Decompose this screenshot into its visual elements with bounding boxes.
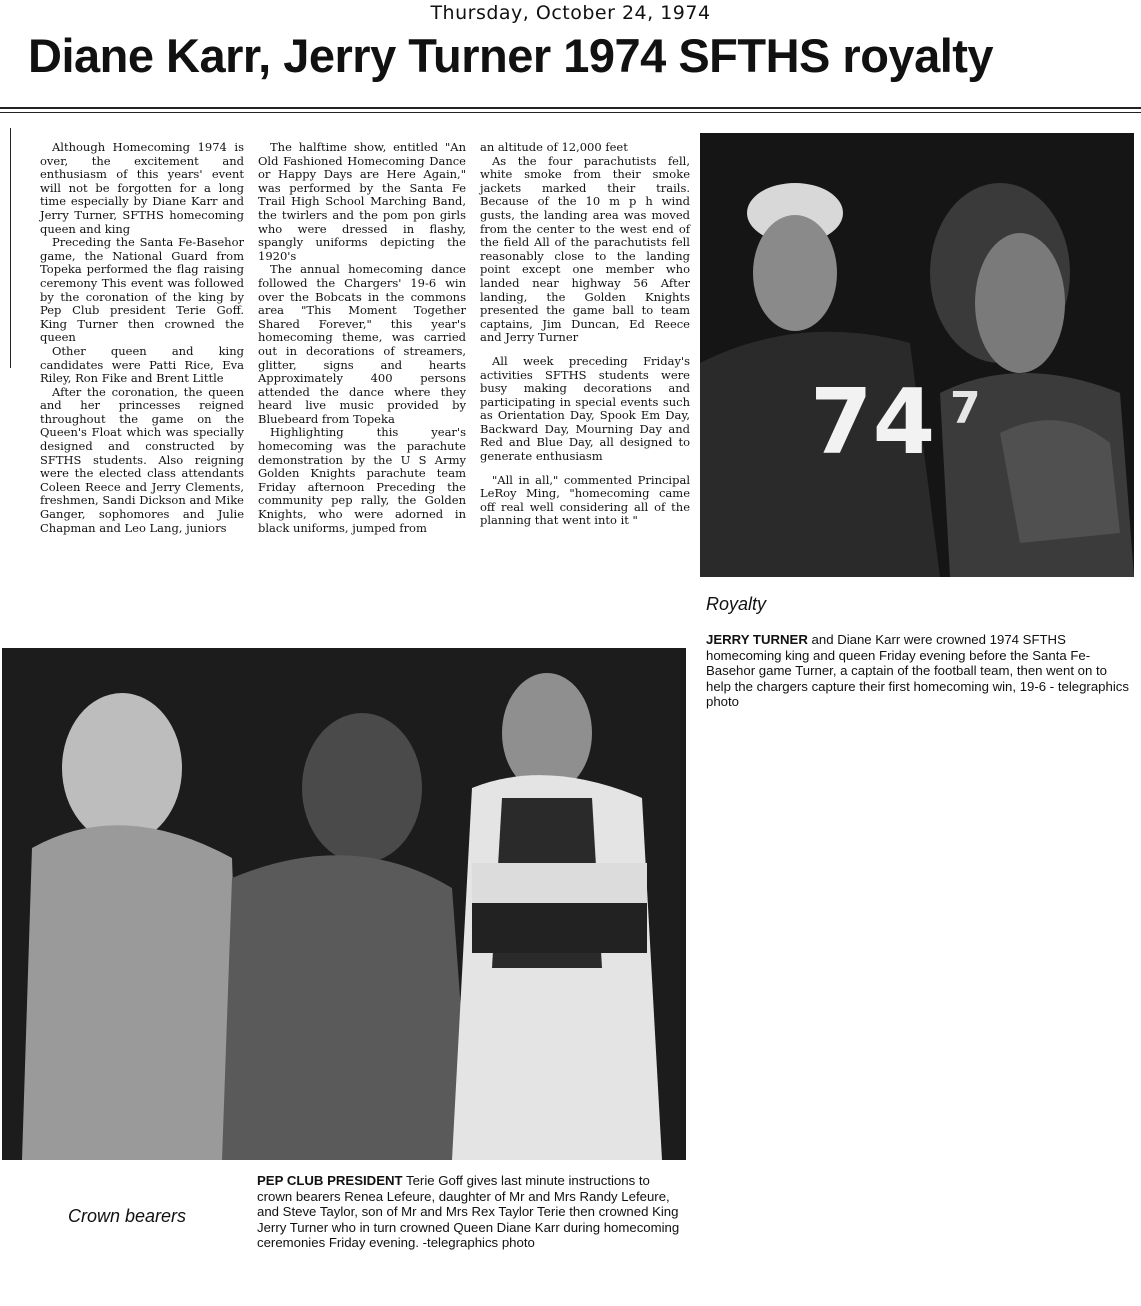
paragraph: The annual homecoming dance followed the Chargers' 19-6 win over the Bobcats in the commons area "This Moment Together Shared Forever," this year's homecoming theme, was carried out in decorations of streamers, glitter, signs and hearts Approximately 400 persons attended the dance where they heard live music provided by Bluebeard from Topeka bbox=[258, 262, 466, 426]
article-column-2 bbox=[258, 141, 466, 535]
caption-lead: JERRY TURNER bbox=[706, 632, 808, 647]
paragraph: Other queen and king candidates were Patti Rice, Eva Riley, Ron Fike and Brent Little bbox=[40, 343, 244, 386]
paragraph: Preceding the Santa Fe-Basehor game, the National Guard from Topeka performed the flag raising ceremony This event was followed by the coronation of the king by Pep Club president Terie Goff. King Turner then crowned the queen bbox=[40, 235, 244, 345]
paragraph: After the coronation, the queen and her princesses reigned throughout the game on the Queen's Float which was specially designed and constructed by SFTHS students. Also reigning were the elected class attendants Coleen Reece and Jerry Clements, freshmen, Sandi Dickson and Mike Ganger, sophomores and Julie Chapman and Leo Lang, juniors bbox=[40, 384, 244, 535]
jersey-number-2: 7 bbox=[950, 383, 981, 434]
paragraph: The halftime show, entitled "An Old Fashioned Homecoming Dance or Happy Days are Here Again," was performed by the Santa Fe Trail High School Marching Band, the twirlers and the pom pon girls who were dressed in flashy, spangly uniforms depicting the 1920's bbox=[258, 140, 466, 263]
royalty-caption-title: Royalty bbox=[706, 594, 767, 614]
crown-bearers-photo bbox=[2, 648, 686, 1160]
paragraph: Although Homecoming 1974 is over, the excitement and enthusiasm of this years' event will not be forgotten for a long time especially by Diane Karr and Jerry Turner, SFTHS homecoming queen and king bbox=[40, 140, 244, 236]
crown-caption bbox=[257, 1173, 687, 1251]
paragraph: As the four parachutists fell, white smoke from their smoke jackets marked their trails. Because of the 10 m p h wind gusts, the landing area was moved from the center to the west end of the field All of the parachutists fell reasonably close to the landing point except one member who landed near highway 56 After landing, the Golden Knights presented the game ball to team captains, Jim Duncan, Ed Reece and Jerry Turner bbox=[480, 153, 690, 345]
headline: Diane Karr, Jerry Turner 1974 SFTHS royalty bbox=[28, 29, 994, 82]
crown-caption-title: Crown bearers bbox=[68, 1206, 187, 1226]
paragraph: "All in all," commented Principal LeRoy Ming, "homecoming came off real well considering all of the planning that went into it " bbox=[480, 472, 690, 528]
headline-rule-top bbox=[0, 107, 1141, 109]
paragraph: Highlighting this year's homecoming was the parachute demonstration by the U S Army Golden Knights parachute team Friday afternoon Preceding the community pep rally, the Golden Knights, who were adorned in black uniforms, jumped from bbox=[258, 425, 466, 535]
margin-rule bbox=[10, 128, 11, 368]
article-column-3 bbox=[480, 141, 690, 528]
caption-lead: PEP CLUB PRESIDENT bbox=[257, 1173, 403, 1188]
jersey-number: 74 bbox=[810, 370, 936, 475]
dateline: Thursday, October 24, 1974 bbox=[430, 2, 711, 24]
article-column-1 bbox=[40, 141, 244, 535]
paragraph: an altitude of 12,000 feet bbox=[480, 140, 628, 154]
royalty-photo bbox=[700, 133, 1134, 577]
headline-rule-bottom bbox=[0, 112, 1141, 113]
paragraph: All week preceding Friday's activities SFTHS students were busy making decorations and participating in special events such as Orientation Day, Spook Em Day, Backward Day, Mourning Day and Red and Blue Day, all designed to generate enthusiasm bbox=[480, 353, 690, 464]
caption-text: Terie Goff gives last minute instructions to crown bearers Renea Lefeure, daughter of Mr and Mrs Randy Lefeure, and Steve Taylor, son of Mr and Mrs Rex Taylor Terie then crowned King Jerry Turner who in turn crowned Queen Diane Karr during homecoming ceremonies Friday evening. -telegraphics photo bbox=[257, 1173, 680, 1251]
royalty-caption bbox=[706, 632, 1133, 710]
caption-text: and Diane Karr were crowned 1974 SFTHS homecoming king and queen Friday evening before the Santa Fe-Basehor game Turner, a captain of the football team, then went on to help the chargers capture their first homecoming win, 19-6 - telegraphics photo bbox=[706, 632, 1129, 710]
